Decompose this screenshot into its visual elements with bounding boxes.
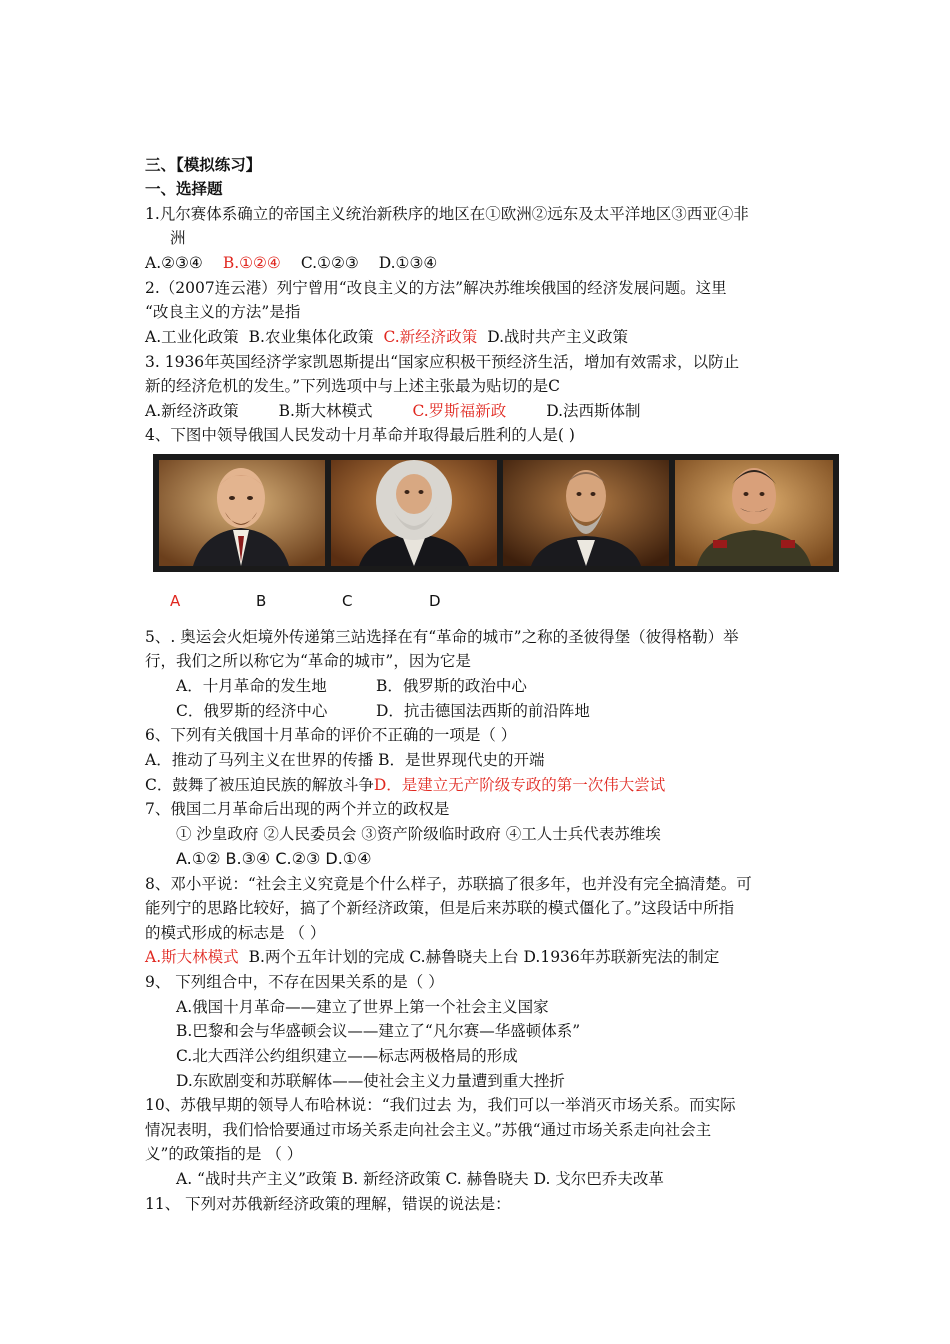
q3-options (145, 401, 641, 421)
q6-options-cd (145, 775, 665, 795)
q11-stem: 11、 下列对苏俄新经济政策的理解，错误的说法是： (145, 1195, 511, 1213)
q8-options-bcd: B.两个五年计划的完成 C.赫鲁晓夫上台 D.1936年苏联新宪法的制定 (248, 948, 720, 966)
q3-option-a: A.新经济政策 (145, 402, 239, 420)
portraits-image-strip (153, 454, 839, 572)
q6-option-c: C．鼓舞了被压迫民族的解放斗争 (145, 776, 374, 794)
q5-stem-line2: 行，我们之所以称它为“革命的城市”，因为它是 (145, 652, 471, 670)
portrait-b (331, 460, 497, 566)
portrait-c (503, 460, 669, 566)
q2-option-a: A.工业化政策 (145, 328, 239, 346)
q3-option-c: C.罗斯福新政 (412, 402, 507, 420)
q1-stem-line2: 洲 (170, 229, 186, 247)
q8-stem-line3: 的模式形成的标志是 （ ） (145, 924, 326, 942)
section-title: 三、【模拟练习】 (145, 155, 262, 174)
q9-option-d: D.东欧剧变和苏联解体——使社会主义力量遭到重大挫折 (176, 1072, 565, 1090)
q3-option-d: D.法西斯体制 (546, 402, 641, 420)
q6-option-d: D．是建立无产阶级专政的第一次伟大尝试 (373, 776, 666, 794)
q4-label-a: A (170, 592, 181, 610)
q10-stem-line3: 义”的政策指的是 （ ） (145, 1145, 303, 1163)
q1-option-d: D.①③④ (378, 254, 438, 272)
q2-stem-line2: “改良主义的方法”是指 (145, 303, 301, 321)
q6-stem: 6、下列有关俄国十月革命的评价不正确的一项是（ ） (145, 726, 517, 744)
q9-option-c: C.北大西洋公约组织建立——标志两极格局的形成 (176, 1047, 518, 1065)
q3-option-b: B.斯大林模式 (278, 402, 373, 420)
q3-stem-line1: 3. 1936年英国经济学家凯恩斯提出“国家应积极干预经济生活，增加有效需求，以防止 (145, 353, 740, 371)
portrait-d (675, 460, 833, 566)
q1-options (145, 253, 437, 273)
q8-options (145, 947, 719, 967)
q8-option-a: A.斯大林模式 (145, 948, 239, 966)
q4-label-b: B (256, 592, 267, 610)
q2-option-b: B.农业集体化政策 (248, 328, 374, 346)
q7-options: A.①② B.③④ C.②③ D.①④ (176, 849, 372, 868)
q5-option-b: B．俄罗斯的政治中心 (376, 677, 527, 695)
q4-stem: 4、下图中领导俄国人民发动十月革命并取得最后胜利的人是( ) (145, 426, 575, 444)
q1-option-b: B.①②④ (222, 254, 281, 272)
q10-stem-line2: 情况表明，我们恰恰要通过市场关系走向社会主义。”苏俄“通过市场关系走向社会主 (145, 1121, 712, 1139)
q4-label-d: D (429, 592, 441, 610)
q1-option-a: A.②③④ (145, 254, 203, 272)
q4-label-c: C (342, 592, 353, 610)
q10-options: A. “战时共产主义”政策 B. 新经济政策 C. 赫鲁晓夫 D. 戈尔巴乔夫改革 (176, 1170, 664, 1188)
q1-option-c: C.①②③ (300, 254, 359, 272)
q7-stem: 7、俄国二月革命后出现的两个并立的政权是 (145, 800, 450, 818)
q2-stem-line1: 2.（2007连云港）列宁曾用“改良主义的方法”解决苏维埃俄国的经济发展问题。这里 (145, 279, 727, 297)
q6-options-ab: A．推动了马列主义在世界的传播 B．是世界现代史的开端 (145, 751, 545, 769)
q5-option-a: A．十月革命的发生地 (176, 677, 327, 695)
q3-stem-line2: 新的经济危机的发生。”下列选项中与上述主张最为贴切的是C (145, 377, 561, 395)
q2-option-c: C.新经济政策 (383, 328, 478, 346)
q5-option-c: C．俄罗斯的经济中心 (176, 702, 328, 720)
q1-stem-line1: 1.凡尔赛体系确立的帝国主义统治新秩序的地区在①欧洲②远东及太平洋地区③西亚④非 (145, 205, 749, 223)
q2-option-d: D.战时共产主义政策 (487, 328, 629, 346)
q8-stem-line2: 能列宁的思路比较好，搞了个新经济政策，但是后来苏联的模式僵化了。”这段话中所指 (145, 899, 735, 917)
q8-stem-line1: 8、邓小平说：“社会主义究竟是个什么样子，苏联搞了很多年，也并没有完全搞清楚。可 (145, 875, 752, 893)
portrait-a (159, 460, 325, 566)
section-subtitle: 一、选择题 (145, 179, 223, 198)
q9-stem: 9、 下列组合中，不存在因果关系的是（ ） (145, 973, 444, 991)
q5-option-d: D．抗击德国法西斯的前沿阵地 (376, 702, 590, 720)
q9-option-b: B.巴黎和会与华盛顿会议——建立了“凡尔赛—华盛顿体系” (176, 1022, 581, 1040)
q9-option-a: A.俄国十月革命——建立了世界上第一个社会主义国家 (176, 998, 549, 1016)
q7-items: ① 沙皇政府 ②人民委员会 ③资产阶级临时政府 ④工人士兵代表苏维埃 (176, 825, 661, 843)
q5-stem-line1: 5、. 奥运会火炬境外传递第三站选择在有“革命的城市”之称的圣彼得堡（彼得格勒）举 (145, 628, 739, 646)
q2-options (145, 327, 628, 347)
q10-stem-line1: 10、苏俄早期的领导人布哈林说：“我们过去 为，我们可以一举消灭市场关系。而实际 (145, 1096, 736, 1114)
